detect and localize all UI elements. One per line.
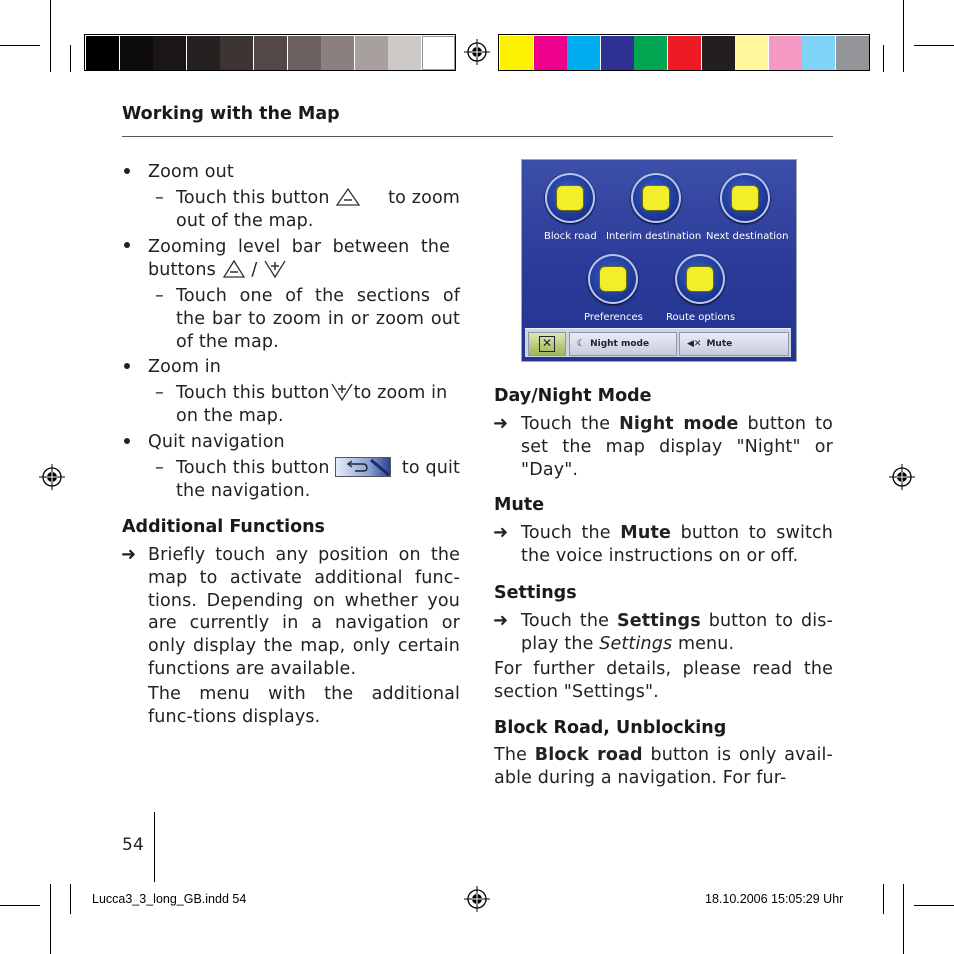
registration-mark-icon <box>39 464 65 490</box>
crop-mark <box>0 45 40 46</box>
interim-destination-button <box>631 173 681 223</box>
zoom-in-text: Touch this button to zoom in <box>176 383 448 403</box>
close-icon: ✕ <box>528 332 566 356</box>
quit-label: Quit navigation <box>148 432 285 452</box>
registration-mark-icon <box>889 464 915 490</box>
color-bar-frame <box>84 34 456 71</box>
dash: – <box>155 188 164 208</box>
zoom-out-label: Zoom out <box>148 162 234 182</box>
day-night-heading: Day/Night Mode <box>494 386 652 406</box>
arrow-right-icon: ➜ <box>121 544 137 565</box>
color-bar-frame <box>498 34 870 71</box>
bullet-icon <box>124 363 130 369</box>
crop-mark <box>70 884 71 914</box>
menu-bottom-bar <box>525 328 791 357</box>
registration-mark-icon <box>464 39 490 65</box>
route-options-label: Route options <box>666 312 736 323</box>
block-road-text: The Block road button is only avail-able during a navigation. For fur- <box>494 745 833 788</box>
crop-mark <box>914 905 954 906</box>
zoom-out-icon <box>335 187 361 207</box>
zoom-out-icon <box>222 259 246 279</box>
block-road-button <box>545 173 595 223</box>
night-mode-button: ☾ Night mode <box>569 332 677 356</box>
crop-mark <box>883 884 884 914</box>
arrow-right-icon: ➜ <box>493 522 509 543</box>
zoom-bar-text: Touch one of the sections of the bar to zoom in or zoom out of the map. <box>176 286 460 352</box>
zoom-out-text-2: out of the map. <box>176 211 314 231</box>
arrow-right-icon: ➜ <box>493 610 509 631</box>
block-road-heading: Block Road, Unblocking <box>494 718 727 738</box>
zoom-bar-label-2: buttons / <box>148 259 287 282</box>
section-title: Working with the Map <box>122 104 340 124</box>
quit-text-2: the navigation. <box>176 481 311 501</box>
dash: – <box>155 458 164 478</box>
mute-heading: Mute <box>494 495 545 515</box>
settings-heading: Settings <box>494 583 577 603</box>
additional-functions-heading: Additional Functions <box>122 517 325 537</box>
mute-text: Touch the Mute button to switch the voice instructions on or off. <box>521 523 833 566</box>
additional-functions-text-2: The menu with the additional func-tions displays. <box>148 684 460 727</box>
quit-navigation-icon <box>335 457 391 477</box>
zoom-bar-label: Zooming level bar between the <box>148 237 450 257</box>
crop-mark <box>50 884 51 954</box>
quit-text: Touch this button to quit <box>176 458 460 478</box>
next-destination-button <box>720 173 770 223</box>
dash: – <box>155 383 164 403</box>
crop-mark <box>903 884 904 954</box>
interim-destination-label: Interim destination <box>606 231 702 242</box>
additional-functions-text: Briefly touch any position on the map to activate additional func-tions. Depending on whether you are currently in a navigation or only display the map, only certain functions are available. <box>148 545 460 679</box>
header-rule <box>122 136 833 137</box>
block-road-label: Block road <box>544 231 597 242</box>
bullet-icon <box>124 168 130 174</box>
settings-text: Touch the Settings button to dis-play the Settings menu. <box>521 611 833 654</box>
bullet-icon <box>124 242 130 248</box>
crop-mark <box>914 45 954 46</box>
preferences-button <box>588 254 638 304</box>
page-number: 54 <box>122 835 144 855</box>
crop-mark <box>0 905 40 906</box>
arrow-right-icon: ➜ <box>493 413 509 434</box>
zoom-out-text: Touch this button to zoom <box>176 188 460 208</box>
crop-mark <box>70 45 71 72</box>
crop-mark <box>903 0 904 72</box>
next-destination-label: Next destination <box>706 231 789 242</box>
crop-mark <box>50 0 51 72</box>
slug-timestamp: 18.10.2006 15:05:29 Uhr <box>705 892 844 906</box>
slug-file-name: Lucca3_3_long_GB.indd 54 <box>92 892 247 906</box>
zoom-in-icon <box>263 259 287 279</box>
zoom-in-label: Zoom in <box>148 357 222 377</box>
additional-functions-menu-screenshot <box>521 159 797 362</box>
page-number-rule <box>154 812 155 882</box>
crop-mark <box>883 45 884 72</box>
mute-button: ◀✕ Mute <box>679 332 789 356</box>
registration-mark-icon <box>464 886 490 912</box>
settings-text-2: For further details, please read the section "Settings". <box>494 659 833 702</box>
zoom-in-icon <box>330 382 354 402</box>
day-night-text: Touch the Night mode button to set the map display "Night" or "Day". <box>521 414 833 480</box>
route-options-button <box>675 254 725 304</box>
zoom-in-text-2: on the map. <box>176 406 284 426</box>
bullet-icon <box>124 438 130 444</box>
dash: – <box>155 286 164 306</box>
preferences-label: Preferences <box>584 312 643 323</box>
